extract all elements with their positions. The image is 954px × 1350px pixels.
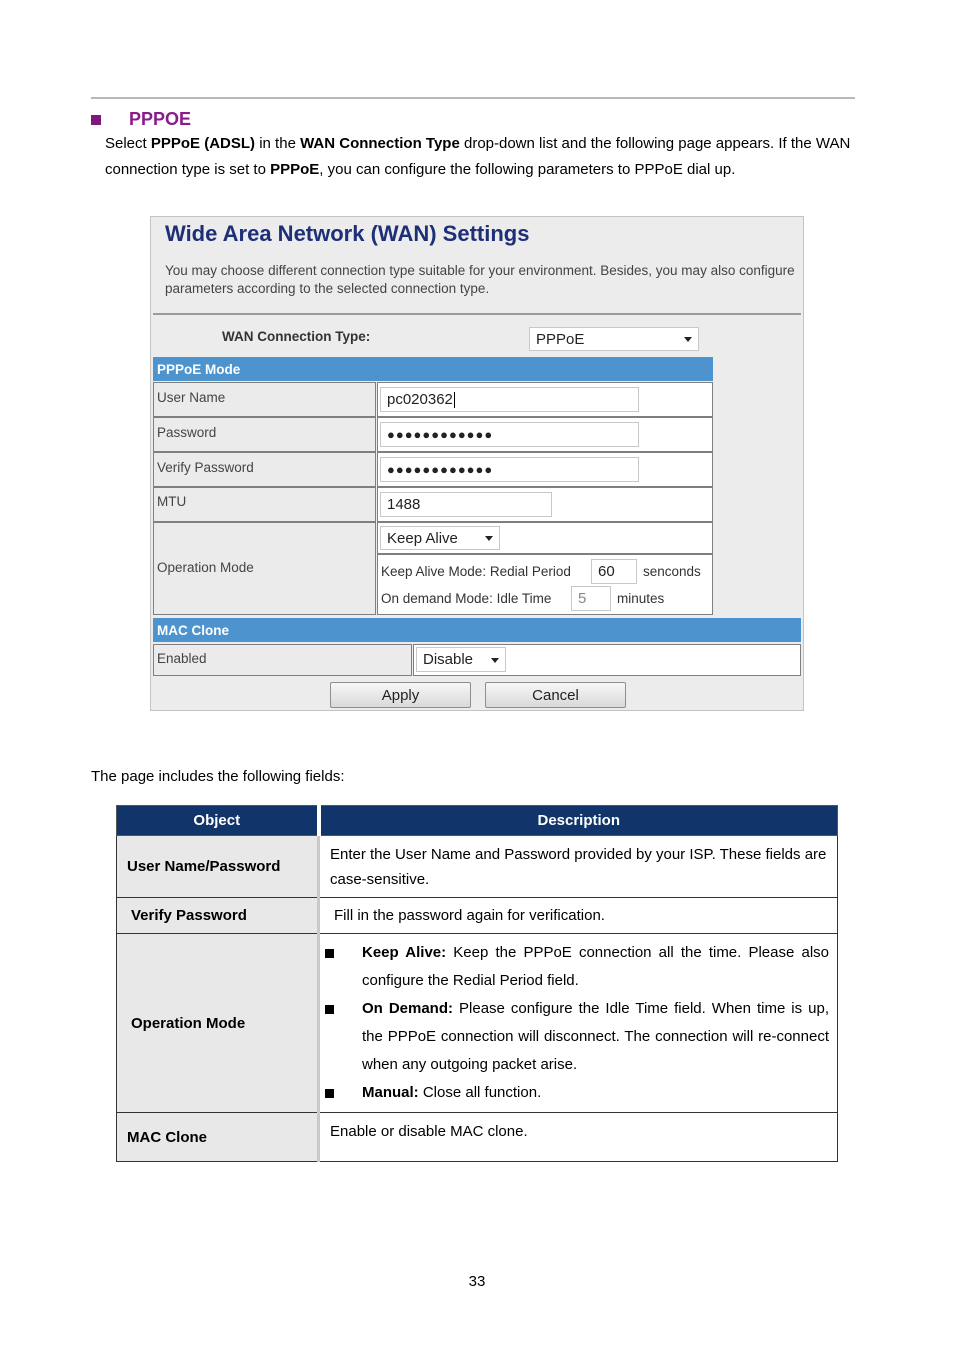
user-name-input[interactable]	[380, 387, 639, 412]
on-demand-label: On demand Mode: Idle Time	[381, 591, 552, 606]
mac-clone-band: MAC Clone	[153, 618, 801, 642]
idle-time-input[interactable]: 5	[571, 586, 611, 611]
user-name-value: pc020362	[387, 391, 453, 408]
intro-text: drop-down list and the following page appears. If the WAN connection type is set to	[105, 135, 851, 178]
list-item	[322, 939, 829, 995]
header-description: Description	[319, 806, 838, 836]
mac-clone-value: Disable	[423, 651, 474, 668]
idle-unit: minutes	[617, 591, 665, 606]
apply-button[interactable]: Apply	[330, 682, 471, 708]
item-text: Close all function.	[418, 1084, 542, 1101]
chevron-down-icon	[485, 536, 493, 541]
list-item	[322, 1079, 829, 1107]
item-text: Keep the PPPoE connection all the time. Please also configure the Redial Period field.	[362, 944, 829, 989]
row-object: MAC Clone	[117, 1113, 319, 1162]
row-object: User Name/Password	[117, 836, 319, 898]
verify-password-label: Verify Password	[153, 452, 376, 487]
item-term: Manual:	[362, 1084, 419, 1101]
list-item	[322, 995, 829, 1079]
mac-clone-select[interactable]	[416, 647, 506, 672]
keep-alive-label: Keep Alive Mode: Redial Period	[381, 564, 571, 579]
cancel-button[interactable]: Cancel	[485, 682, 626, 708]
row-description: Fill in the password again for verification.	[319, 898, 838, 934]
redial-period-input[interactable]: 60	[591, 559, 637, 584]
intro-paragraph	[105, 131, 875, 183]
row-description: Enable or disable MAC clone.	[319, 1113, 838, 1162]
row-object: Operation Mode	[117, 934, 319, 1113]
user-name-label: User Name	[153, 382, 376, 417]
intro-bold: WAN Connection Type	[300, 135, 460, 152]
header-object: Object	[117, 806, 319, 836]
panel-description: You may choose different connection type suitable for your environment. Besides, you may also configure parameters according to the selected connection type.	[165, 263, 795, 296]
row-description: Enter the User Name and Password provided by your ISP. These fields are case-sensitive.	[319, 836, 838, 898]
chevron-down-icon	[684, 337, 692, 342]
wan-type-label: WAN Connection Type:	[222, 329, 371, 344]
verify-password-input[interactable]: ●●●●●●●●●●●●	[380, 457, 639, 482]
page-number: 33	[468, 1273, 486, 1290]
mtu-label: MTU	[153, 487, 376, 522]
password-label: Password	[153, 417, 376, 452]
pppoe-mode-band: PPPoE Mode	[153, 357, 713, 381]
operation-mode-list	[322, 939, 829, 1107]
panel-divider	[153, 313, 801, 315]
table-header-row	[117, 806, 838, 836]
panel-title: Wide Area Network (WAN) Settings	[165, 221, 530, 246]
item-term: Keep Alive:	[362, 944, 447, 961]
operation-mode-select[interactable]	[380, 526, 500, 550]
item-term: On Demand:	[362, 1000, 454, 1017]
intro-bold: PPPoE	[270, 161, 320, 178]
row-object: Verify Password	[117, 898, 319, 934]
mtu-input[interactable]: 1488	[380, 492, 552, 517]
top-rule	[91, 97, 855, 99]
operation-mode-label: Operation Mode	[153, 522, 376, 615]
square-bullet-icon	[91, 115, 101, 125]
section-heading	[91, 108, 191, 130]
chevron-down-icon	[491, 658, 499, 663]
intro-bold: PPPoE (ADSL)	[150, 135, 256, 152]
table-row	[117, 836, 838, 898]
wan-type-value: PPPoE	[536, 330, 585, 348]
password-input[interactable]: ●●●●●●●●●●●●	[380, 422, 639, 447]
table-row	[117, 1113, 838, 1162]
wan-type-select[interactable]	[529, 327, 699, 351]
item-text: Please configure the Idle Time field. When time is up, the PPPoE connection will disconnect. The connection will re-connect when any outgoing packet arise.	[362, 1000, 829, 1073]
wan-settings-panel	[150, 216, 804, 711]
intro-text: in the	[255, 135, 301, 152]
text-cursor	[454, 392, 455, 408]
table-row	[117, 934, 838, 1113]
section-title: PPPOE	[129, 108, 192, 129]
intro-text: Select	[105, 135, 151, 152]
fields-intro: The page includes the following fields:	[91, 768, 345, 785]
operation-mode-value: Keep Alive	[387, 529, 458, 547]
redial-unit: senconds	[643, 564, 701, 579]
intro-text: , you can configure the following parameters to PPPoE dial up.	[319, 161, 736, 178]
row-description	[319, 934, 838, 1113]
enabled-label: Enabled	[153, 644, 412, 676]
table-row	[117, 898, 838, 934]
fields-table	[116, 805, 838, 1162]
